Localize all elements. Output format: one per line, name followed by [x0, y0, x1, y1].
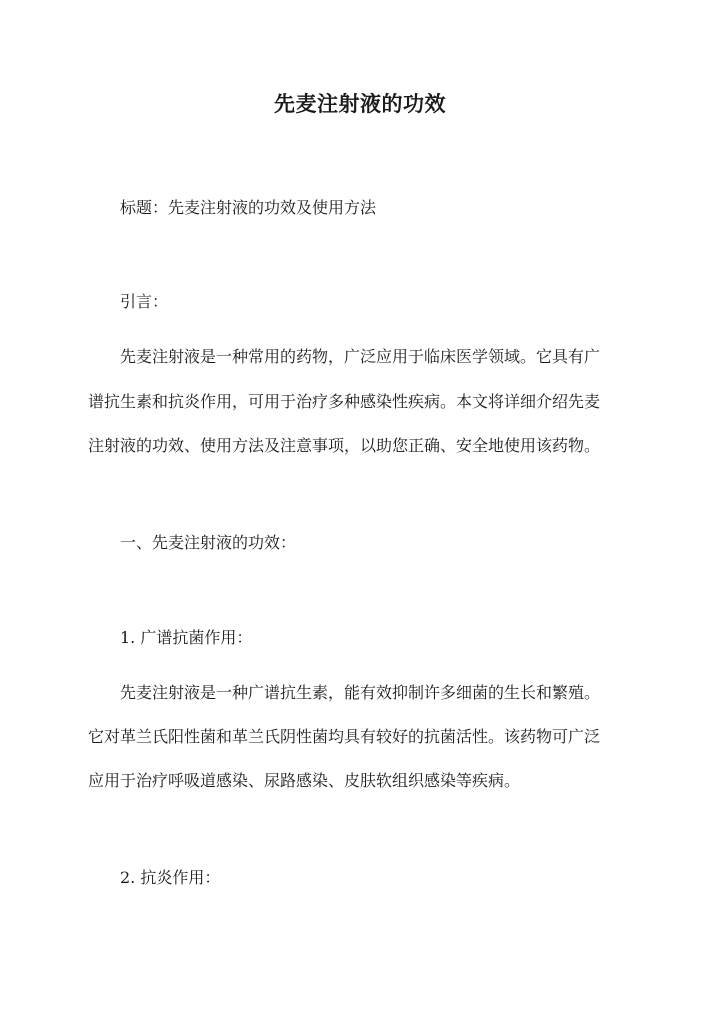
item1-paragraph-line: 先麦注射液是一种广谱抗生素，能有效抑制许多细菌的生长和繁殖。: [120, 683, 601, 702]
intro-paragraph-line: 先麦注射液是一种常用的药物，广泛应用于临床医学领域。它具有广: [120, 347, 601, 366]
item1-heading: 1. 广谱抗菌作用：: [120, 628, 253, 647]
document-title: 先麦注射液的功效: [274, 91, 446, 116]
subtitle-line: 标题：先麦注射液的功效及使用方法: [120, 198, 377, 217]
section1-heading: 一、先麦注射液的功效：: [120, 533, 297, 552]
item1-paragraph-line: 应用于治疗呼吸道感染、尿路感染、皮肤软组织感染等疾病。: [88, 771, 521, 790]
item2-heading: 2. 抗炎作用：: [120, 868, 221, 887]
intro-paragraph-line: 谱抗生素和抗炎作用，可用于治疗多种感染性疾病。本文将详细介绍先麦: [88, 392, 601, 411]
item1-paragraph-line: 它对革兰氏阳性菌和革兰氏阴性菌均具有较好的抗菌活性。该药物可广泛: [88, 727, 601, 746]
intro-heading: 引言：: [120, 292, 169, 311]
intro-paragraph-line: 注射液的功效、使用方法及注意事项，以助您正确、安全地使用该药物。: [88, 436, 601, 455]
